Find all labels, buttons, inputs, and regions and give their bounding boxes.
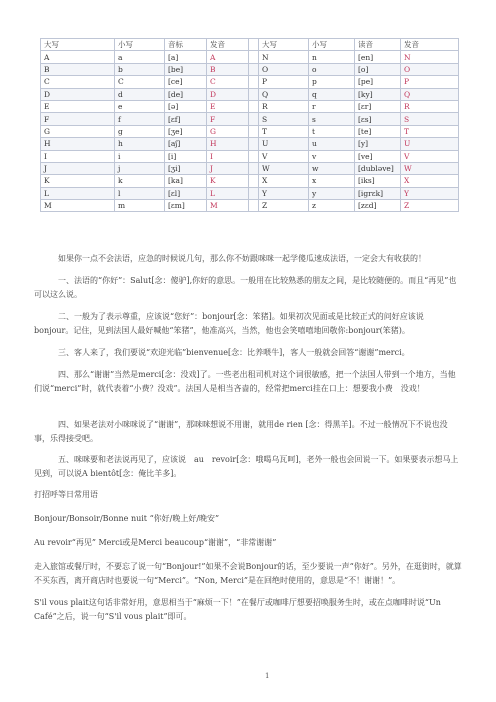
table-cell: G — [207, 125, 249, 137]
table-cell: q — [309, 88, 355, 100]
table-cell: [aʃ] — [165, 138, 207, 150]
table-gap — [249, 51, 259, 63]
table-cell: z — [309, 200, 355, 212]
table-row — [41, 51, 459, 63]
table-row — [41, 63, 459, 75]
table-cell: a — [115, 51, 165, 63]
table-cell: E — [207, 100, 249, 112]
table-cell: [o] — [355, 63, 401, 75]
bienvenue-paragraph: 三、客人来了，我们要说“欢迎光临”bienvenue[念：比养喂牛]，客人一般就会回答“谢谢”merci。 — [58, 348, 410, 357]
table-cell: X — [401, 175, 459, 187]
table-header-row — [41, 39, 459, 51]
table-cell: Z — [401, 200, 459, 212]
table-cell: J — [41, 162, 115, 174]
au-revoir-paragraph: 五、咪咪要和老法说再见了，应该说 au revoir[念：哦喝乌瓦呵]，老外一般也会回说一下。如果要表示想马上见到，可以说A bientôt[念：俺比羊多]。 — [34, 455, 459, 478]
table-cell: [ve] — [355, 150, 401, 162]
table-cell: B — [41, 63, 115, 75]
table-cell: Z — [259, 200, 309, 212]
table-cell: Q — [259, 88, 309, 100]
table-cell: [ʒe] — [165, 125, 207, 137]
table-header-cell: 读音 — [355, 39, 401, 51]
table-gap — [249, 138, 259, 150]
table-cell: U — [401, 138, 459, 150]
table-cell: [ə] — [165, 100, 207, 112]
table-cell: C — [207, 76, 249, 88]
table-cell: S — [259, 113, 309, 125]
table-cell: D — [207, 88, 249, 100]
table-cell: r — [309, 100, 355, 112]
table-row — [41, 200, 459, 212]
table-cell: [ɛs] — [355, 113, 401, 125]
table-row — [41, 113, 459, 125]
table-cell: U — [259, 138, 309, 150]
table-cell: I — [207, 150, 249, 162]
table-cell: x — [309, 175, 355, 187]
table-row — [41, 175, 459, 187]
table-cell: J — [207, 162, 249, 174]
table-row — [41, 76, 459, 88]
table-cell: A — [41, 51, 115, 63]
table-header-cell: 发音 — [207, 39, 249, 51]
table-cell: R — [401, 100, 459, 112]
table-cell: j — [115, 162, 165, 174]
table-gap — [249, 39, 259, 51]
table-cell: [ɛm] — [165, 200, 207, 212]
table-row — [41, 150, 459, 162]
table-cell: V — [401, 150, 459, 162]
table-cell: F — [41, 113, 115, 125]
table-row — [41, 88, 459, 100]
table-cell: y — [309, 187, 355, 199]
table-cell: P — [259, 76, 309, 88]
table-cell: [i] — [165, 150, 207, 162]
table-cell: d — [115, 88, 165, 100]
table-row — [41, 138, 459, 150]
table-cell: [y] — [355, 138, 401, 150]
table-cell: u — [309, 138, 355, 150]
table-cell: [de] — [165, 88, 207, 100]
table-cell: m — [115, 200, 165, 212]
table-cell: h — [115, 138, 165, 150]
table-cell: N — [259, 51, 309, 63]
table-cell: l — [115, 187, 165, 199]
table-cell: S — [401, 113, 459, 125]
table-cell: n — [309, 51, 355, 63]
table-gap — [249, 113, 259, 125]
table-cell: A — [207, 51, 249, 63]
table-cell: N — [401, 51, 459, 63]
table-cell: W — [401, 162, 459, 174]
intro-paragraph: 如果你一点不会法语，应急的时候说几句，那么你不妨跟咪咪一起学傻瓜速成法语，一定会大有收获的！ — [58, 254, 426, 263]
table-cell: [ɛl] — [165, 187, 207, 199]
table-cell: L — [41, 187, 115, 199]
thanks-line: Au revoir“再见” Merci或是Merci beaucoup“谢谢”，“非常谢谢” — [34, 538, 277, 547]
table-gap — [249, 187, 259, 199]
table-cell: X — [259, 175, 309, 187]
table-gap — [249, 200, 259, 212]
table-cell: H — [41, 138, 115, 150]
table-cell: O — [259, 63, 309, 75]
table-cell: [ɛf] — [165, 113, 207, 125]
table-gap — [249, 125, 259, 137]
table-cell: [te] — [355, 125, 401, 137]
table-cell: [iks] — [355, 175, 401, 187]
section-heading: 打招呼等日常用语 — [34, 490, 98, 499]
sil-vous-plait-paragraph: S'il vous plait这句话非常好用，意思相当于“麻烦一下！”在餐厅或咖啡厅想要招唤服务生时，或在点咖啡时说“Un Café”之后，说一句“S'il vous plait”即可。 — [34, 598, 441, 621]
table-row — [41, 125, 459, 137]
table-gap — [249, 100, 259, 112]
table-cell: B — [207, 63, 249, 75]
table-cell: p — [309, 76, 355, 88]
table-cell: L — [207, 187, 249, 199]
table-cell: I — [41, 150, 115, 162]
table-header-cell: 音标 — [165, 39, 207, 51]
table-header-cell: 小写 — [115, 39, 165, 51]
table-cell: F — [207, 113, 249, 125]
table-cell: D — [41, 88, 115, 100]
table-cell: Y — [401, 187, 459, 199]
table-header-cell: 大写 — [41, 39, 115, 51]
table-cell: W — [259, 162, 309, 174]
table-cell: O — [401, 63, 459, 75]
table-cell: e — [115, 100, 165, 112]
table-gap — [249, 63, 259, 75]
table-cell: V — [259, 150, 309, 162]
table-cell: E — [41, 100, 115, 112]
table-cell: R — [259, 100, 309, 112]
table-cell: Y — [259, 187, 309, 199]
table-row — [41, 100, 459, 112]
table-cell: s — [309, 113, 355, 125]
salut-paragraph: 一、法语的“你好”：Salut[念：傻驴],你好的意思。一般用在比较熟悉的朋友之间，是比较随便的。而且“再见”也可以这么说。 — [34, 276, 457, 299]
table-cell: f — [115, 113, 165, 125]
table-cell: T — [401, 125, 459, 137]
table-cell: k — [115, 175, 165, 187]
table-cell: M — [41, 200, 115, 212]
table-cell: K — [207, 175, 249, 187]
etiquette-paragraph: 走入旅馆或餐厅时，不要忘了说一句“Bonjour!”如果不会说Bonjour的话，至少要说一声“你好”。另外，在逛街时，就算不买东西，离开商店时也要说一句“Merci”。“Non, Merci”是在回绝时使用的，意思是“不！谢谢！”。 — [34, 562, 462, 585]
table-cell: [a] — [165, 51, 207, 63]
table-header-cell: 发音 — [401, 39, 459, 51]
table-cell: T — [259, 125, 309, 137]
bonjour-paragraph: 二、一般为了表示尊重，应该说“您好”：bonjour[念：笨猪]。如果初次见面或是比较正式的问好应该说bonjour。记住，见到法国人最好喊他“笨猪”，他准高兴，当然，他也会笑嘻嘻地回敬你:bonjour(笨猪)。 — [34, 312, 424, 335]
table-header-cell: 大写 — [259, 39, 309, 51]
table-cell: [ce] — [165, 76, 207, 88]
table-cell: b — [115, 63, 165, 75]
table-cell: w — [309, 162, 355, 174]
table-cell: G — [41, 125, 115, 137]
table-gap — [249, 76, 259, 88]
table-header-cell: 小写 — [309, 39, 355, 51]
table-cell: i — [115, 150, 165, 162]
table-cell: C — [41, 76, 115, 88]
table-gap — [249, 162, 259, 174]
greetings-line: Bonjour/Bonsoir/Bonne nuit “你好/晚上好/晚安” — [34, 514, 220, 523]
table-gap — [249, 175, 259, 187]
alphabet-table — [40, 38, 459, 212]
table-cell: [ʒi] — [165, 162, 207, 174]
table-cell: K — [41, 175, 115, 187]
table-cell: C — [115, 76, 165, 88]
table-cell: [be] — [165, 63, 207, 75]
de-rien-paragraph: 四、如果老法对小咪咪说了“谢谢”，那咪咪想说不用谢，就用de rien [念：得黑羊]。不过一般情况下不说也没事，乐得接受吧。 — [34, 420, 448, 443]
merci-paragraph: 四、那么“谢谢”当然是merci[念：没戏]了。一些老出租司机对这个词很敏感，把一个法国人带到一个地方，当他们说“merci”时，就代表着“小费？没戏”。法国人是相当吝啬的，经常把merci挂在口上：想要我小费 没戏！ — [34, 370, 456, 393]
table-cell: [igrɛk] — [355, 187, 401, 199]
table-cell: [dublǝve] — [355, 162, 401, 174]
table-cell: H — [207, 138, 249, 150]
table-cell: [zɛd] — [355, 200, 401, 212]
table-cell: o — [309, 63, 355, 75]
table-cell: [ka] — [165, 175, 207, 187]
table-cell: [pe] — [355, 76, 401, 88]
table-cell: g — [115, 125, 165, 137]
table-cell: M — [207, 200, 249, 212]
table-cell: P — [401, 76, 459, 88]
table-gap — [249, 150, 259, 162]
page-number: 1 — [265, 672, 270, 680]
table-cell: [en] — [355, 51, 401, 63]
table-cell: Q — [401, 88, 459, 100]
table-row — [41, 187, 459, 199]
table-cell: [ky] — [355, 88, 401, 100]
table-cell: [ɛr] — [355, 100, 401, 112]
table-cell: v — [309, 150, 355, 162]
table-cell: t — [309, 125, 355, 137]
table-gap — [249, 88, 259, 100]
table-row — [41, 162, 459, 174]
